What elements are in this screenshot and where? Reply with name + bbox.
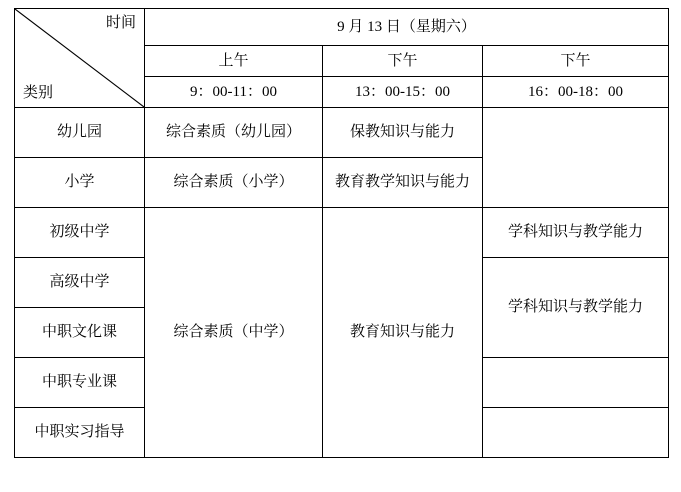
subject-kindergarten-afternoon-1: 保教知识与能力 [323, 108, 483, 158]
time-axis-label: 时间 [105, 15, 136, 31]
subject-kindergarten-morning: 综合素质（幼儿园） [145, 108, 323, 158]
category-axis-label: 类别 [23, 84, 54, 101]
row-label-primary: 小学 [15, 158, 145, 208]
subject-primary-afternoon-1: 教育教学知识与能力 [323, 158, 483, 208]
blank-cell-vocational-major-afternoon-2 [483, 358, 669, 408]
subject-secondary-morning: 综合素质（中学） [145, 208, 323, 458]
subject-primary-morning: 综合素质（小学） [145, 158, 323, 208]
session-header-afternoon-2: 下午 [483, 46, 669, 77]
row-label-vocational-internship: 中职实习指导 [15, 408, 145, 458]
exam-date-header: 9 月 13 日（星期六） [145, 9, 669, 46]
row-label-junior-high: 初级中学 [15, 208, 145, 258]
blank-cell-kindergarten-primary-afternoon-2 [483, 108, 669, 208]
subject-senior-high-afternoon-2: 学科知识与教学能力 [483, 258, 669, 358]
table-row [15, 208, 669, 258]
row-label-kindergarten: 幼儿园 [15, 108, 145, 158]
time-header-afternoon-1: 13：00-15：00 [323, 77, 483, 108]
corner-header-cell [15, 9, 145, 108]
row-label-vocational-general: 中职文化课 [15, 308, 145, 358]
session-header-afternoon-1: 下午 [323, 46, 483, 77]
time-header-morning: 9：00-11：00 [145, 77, 323, 108]
exam-schedule-table [14, 8, 669, 458]
time-header-afternoon-2: 16：00-18：00 [483, 77, 669, 108]
blank-cell-vocational-internship-afternoon-2 [483, 408, 669, 458]
subject-secondary-afternoon-1: 教育知识与能力 [323, 208, 483, 458]
table-header-row-date [15, 9, 669, 46]
row-label-vocational-major: 中职专业课 [15, 358, 145, 408]
session-header-morning: 上午 [145, 46, 323, 77]
table-row [15, 108, 669, 158]
row-label-senior-high: 高级中学 [15, 258, 145, 308]
subject-junior-high-afternoon-2: 学科知识与教学能力 [483, 208, 669, 258]
